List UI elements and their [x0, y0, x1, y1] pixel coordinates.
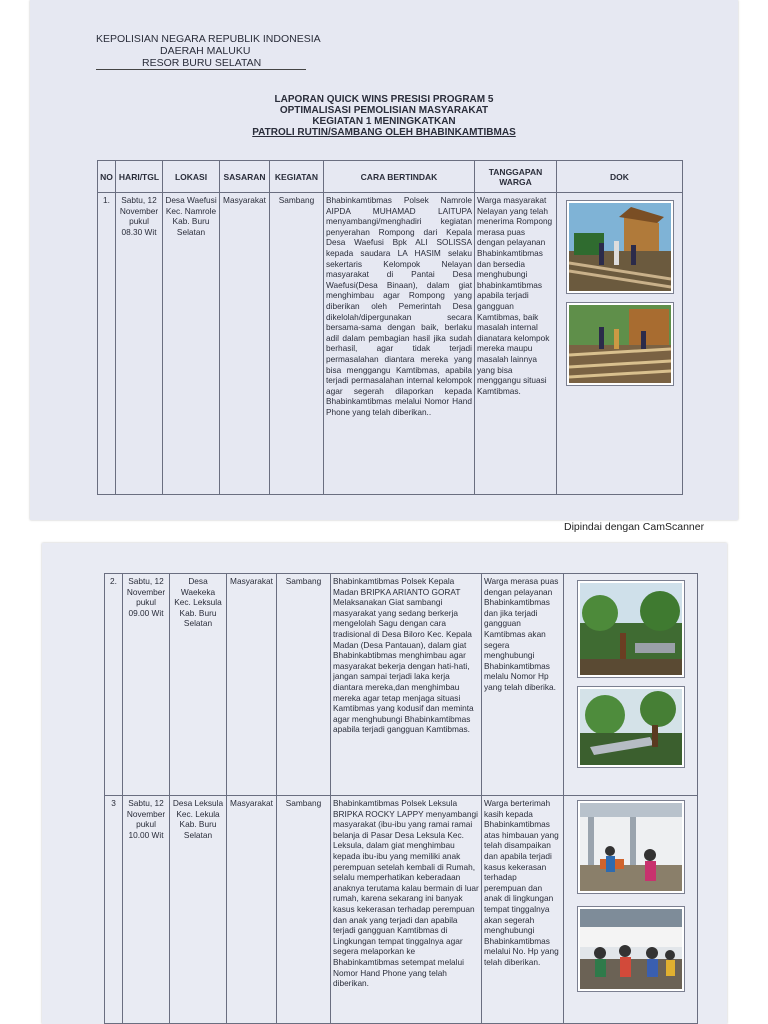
row-number: 2. — [105, 574, 123, 796]
org-name: KEPOLISIAN NEGARA REPUBLIK INDONESIA — [96, 33, 321, 45]
row-response: Warga merasa puas dengan pelayanan Bhabinkamtibmas dan jika terjadi gangguan Kamtibmas akan segera menghubungi Bhabinkamtibmas melalu Nomor Hp yang telah diberika. — [482, 574, 564, 796]
row-target: Masyarakat — [227, 574, 277, 796]
col-response: TANGGAPAN WARGA — [475, 161, 557, 193]
report-table-page2 — [104, 573, 698, 1024]
col-action: CARA BERTINDAK — [324, 161, 475, 193]
row-activity: Sambang — [270, 193, 324, 495]
photo-boat-frame-icon — [566, 302, 674, 386]
row-action: Bhabinkamtibmas Polsek Leksula BRIPKA ROCKY LAPPY menyambangi masyarakat (ibu-ibu yang ramai ramai belanja di Pasar Desa Leksula Kec. Leksula, dalam giat menghimbau kepada ibu-ibu yang memiliki anak perempuan setelah kembali di Rumah, selalu memperhatikan keberadaan anaknya terutama kalau bermain di luar rumah, karena sekarang ini banyak kasus kekerasan terhadap perempuan dan anak yang terjadi dan apabila terjadi gangguan Kamtibmas di Lingkungan tempat tinggalnya agar segera melaporkan ke Bhabinkamtibmas setempat melalui Nomor Hand Phone yang telah diberikan. — [331, 796, 482, 1024]
row-target: Masyarakat — [227, 796, 277, 1024]
org-unit: RESOR BURU SELATAN — [142, 57, 262, 69]
row-location: Desa Waefusi Kec. Namrole Kab. Buru Selatan — [163, 193, 220, 495]
row-activity: Sambang — [277, 796, 331, 1024]
row-doc — [564, 574, 698, 796]
row-doc — [564, 796, 698, 1024]
report-title-line1: LAPORAN QUICK WINS PRESISI PROGRAM 5 — [274, 94, 494, 105]
header-rule — [96, 69, 306, 70]
row-response: Warga masyarakat Nelayan yang telah menerima Rompong merasa puas dengan pelayanan Bhabinkamtibmas dan bersedia menghubungi bhabinkamtibmas apabila terjadi gangguan Kamtibmas, baik masalah internal dianatara kelompok mereka maupu masalah lainnya yang bisa menggangu situasi Kamtibmas. — [475, 193, 557, 495]
col-no: NO — [98, 161, 116, 193]
table-header-row — [98, 161, 683, 193]
report-title-line3: KEGIATAN 1 MENINGKATKAN — [312, 116, 456, 127]
photo-market-hall-icon — [577, 800, 685, 894]
col-location: LOKASI — [163, 161, 220, 193]
report-title-line2: OPTIMALISASI PEMOLISIAN MASYARAKAT — [279, 105, 489, 116]
row-response: Warga berterimah kasih kepada Bhabinkamtibmas atas himbauan yang telah disampaikan dan apabila terjadi kasus kekerasan terhadap perempuan dan anak di lingkungan tempat tinggalnya akan segerah menghubungi Bhabinkamtibmas melalui No. Hp yang telah diberikan. — [482, 796, 564, 1024]
row-number: 1. — [98, 193, 116, 495]
row-location: Desa Leksula Kec. Lekula Kab. Buru Selatan — [170, 796, 227, 1024]
col-date: HARI/TGL — [116, 161, 163, 193]
row-number: 3 — [105, 796, 123, 1024]
photo-sago-jungle-icon — [577, 580, 685, 678]
row-location: Desa Waekeka Kec. Leksula Kab. Buru Selatan — [170, 574, 227, 796]
scanned-page-2 — [42, 543, 727, 1024]
table-row — [105, 574, 698, 796]
row-action: Bhabinkamtibmas Polsek Kepala Madan BRIPKA ARIANTO GORAT Melaksanakan Giat sambangi masyarakat yang sedang berkerja mengelolah Sagu dengan cara tradisional di Desa Biloro Kec. Kepala Madan (Desa Pantauan), dalam giat Bhabinkabtibmas menghimbau agar masyarakat bekerja dengan hati-hati, jangan sampai terjadi laka kerja diantara mereka,dan menghimbau mereka agar tetap menjaga situasi Kamtibmas yang kodusif dan meminta agar menghubungi Bhabinkamtibmas apabila terjadi gangguan Kamtibmas. — [331, 574, 482, 796]
table-row — [105, 796, 698, 1024]
row-action: Bhabinkamtibmas Polsek Namrole AIPDA MUHAMAD LAITUPA menyambangi/menghadiri kegiatan penyerahan Rompong dari Kepala Desa Waefusi Bpk ALI SOLISSA kepada saudara LA HASIM selaku sekertaris Kelompok Nelayan masyarakat di Pantai Desa Waefusi(Desa Binaan), dalam giat menghimbau agar Rompong yang diberikan oleh Pemerintah Desa dikelolah/dipergunakan secara bersama-sama dengan baik, berlaku adil dalam pembagian hasil jika sudah berhasil, agar tidak terjadi permasalahan diantara mereka yang bisa menggangu Kamtibmas, apabila terjadi permasalahan internal kelompok agar segerah dilaporkan kepada Bhabinkamtibmas melalui Nomor Hand Phone yang telah diberikan.. — [324, 193, 475, 495]
report-title-line4: PATROLI RUTIN/SAMBANG OLEH BHABINKAMTIBMAS — [252, 127, 516, 138]
report-table-page1 — [97, 160, 683, 495]
col-target: SASARAN — [220, 161, 270, 193]
scanned-page-1 — [30, 0, 738, 520]
col-activity: KEGIATAN — [270, 161, 324, 193]
org-region: DAERAH MALUKU — [160, 45, 251, 57]
photo-market-crowd-icon — [577, 906, 685, 992]
photo-village-pier-icon — [566, 200, 674, 294]
row-activity: Sambang — [277, 574, 331, 796]
photo-sago-work-icon — [577, 686, 685, 768]
table-row — [98, 193, 683, 495]
col-doc: DOK — [557, 161, 683, 193]
row-date: Sabtu, 12 November pukul 10.00 Wit — [123, 796, 170, 1024]
row-date: Sabtu, 12 November pukul 09.00 Wit — [123, 574, 170, 796]
row-doc — [557, 193, 683, 495]
scanner-watermark: Dipindai dengan CamScanner — [564, 521, 705, 533]
row-date: Sabtu, 12 November pukul 08.30 Wit — [116, 193, 163, 495]
row-target: Masyarakat — [220, 193, 270, 495]
